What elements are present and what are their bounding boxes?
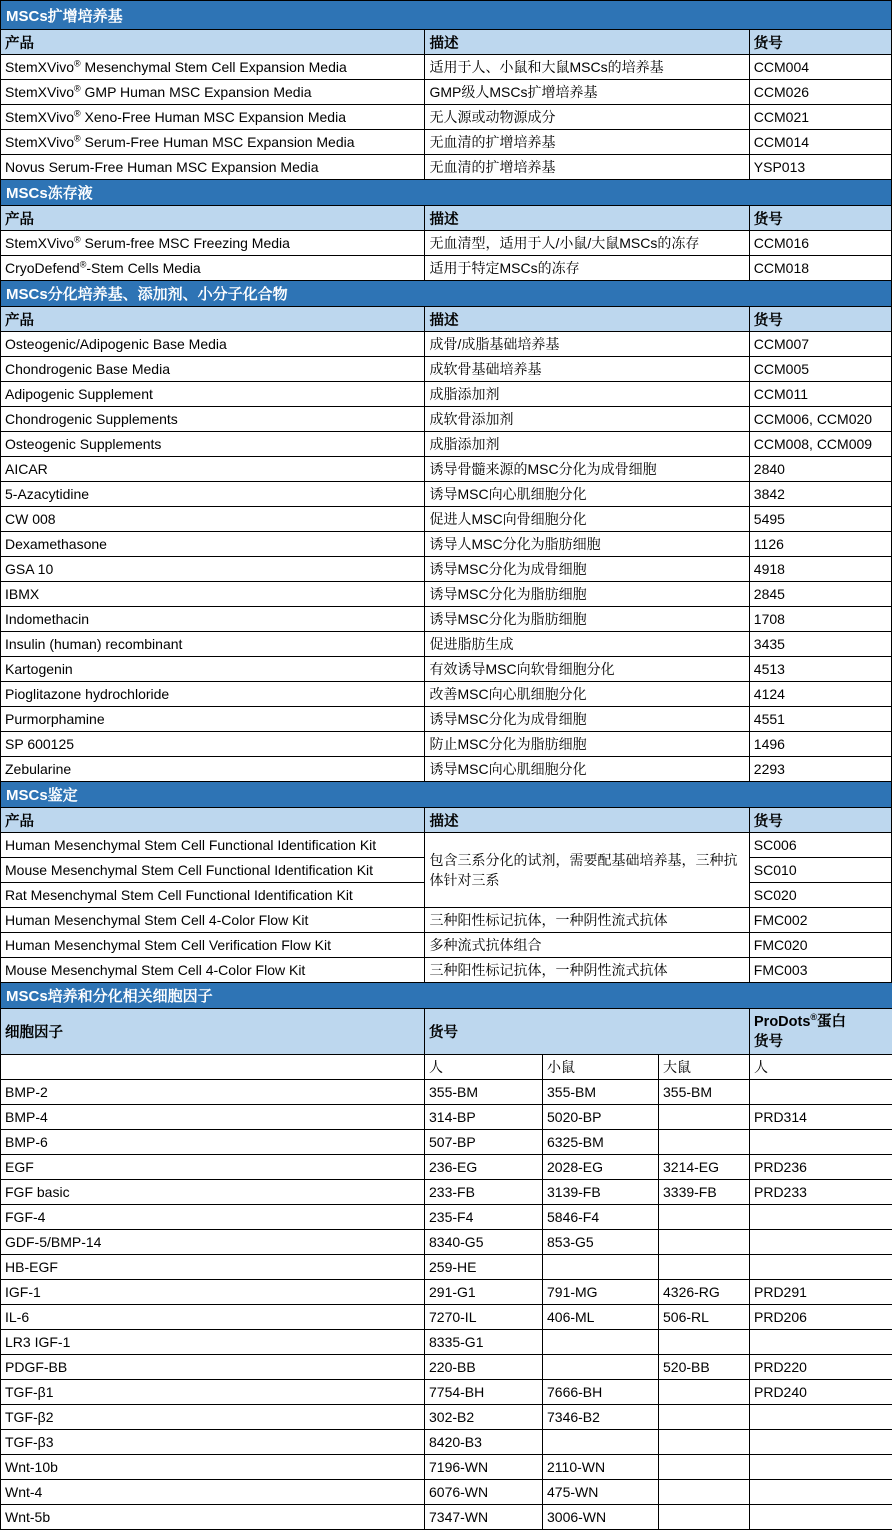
table-row: [1, 1255, 892, 1280]
catalog-cell: 406-ML: [543, 1305, 659, 1330]
prodots-col-header: [750, 1009, 892, 1055]
product-cell: Human Mesenchymal Stem Cell Verification Flow Kit: [1, 933, 425, 958]
catalog-cell: 8335-G1: [425, 1330, 543, 1355]
description-cell: 诱导MSC分化为脂肪细胞: [425, 607, 749, 632]
catalog-cell: PRD206: [750, 1305, 892, 1330]
catalog-cell: PRD233: [750, 1180, 892, 1205]
description-cell: 适用于特定MSCs的冻存: [425, 256, 749, 281]
description-cell: 诱导人MSC分化为脂肪细胞: [425, 532, 749, 557]
catalog-cell: [659, 1380, 750, 1405]
cytokine-cell: BMP-2: [1, 1080, 425, 1105]
table-row: [1, 1230, 892, 1255]
description-cell: 有效诱导MSC向软骨细胞分化: [425, 657, 749, 682]
table-row: [1, 382, 892, 407]
empty-cell: [1, 1055, 425, 1080]
catalog-cell: 235-F4: [425, 1205, 543, 1230]
product-cell: Insulin (human) recombinant: [1, 632, 425, 657]
catalog-cell: 8340-G5: [425, 1230, 543, 1255]
catalog-cell: CCM014: [749, 130, 891, 155]
catalog-cell: 4918: [749, 557, 891, 582]
table-row: [1, 1405, 892, 1430]
catalog-cell: CCM007: [749, 332, 891, 357]
description-cell: 无血清的扩增培养基: [425, 130, 749, 155]
section-title: MSCs鉴定: [1, 782, 892, 808]
table-row: [1, 256, 892, 281]
catalog-cell: 4513: [749, 657, 891, 682]
description-cell: 诱导MSC分化为成骨细胞: [425, 557, 749, 582]
species-header: 小鼠: [543, 1055, 659, 1080]
catalog-cell: [750, 1505, 892, 1530]
cytokine-cell: FGF basic: [1, 1180, 425, 1205]
cytokine-cell: Wnt-4: [1, 1480, 425, 1505]
catalog-cell: [750, 1480, 892, 1505]
table-row: [1, 1280, 892, 1305]
section-title: MSCs冻存液: [1, 180, 892, 206]
catalog-cell: 291-G1: [425, 1280, 543, 1305]
cytokine-cell: PDGF-BB: [1, 1355, 425, 1380]
cytokine-cell: Wnt-10b: [1, 1455, 425, 1480]
catalog-cell: 3339-FB: [659, 1180, 750, 1205]
catalog-col-header: 货号: [749, 206, 891, 231]
catalog-cell: [543, 1255, 659, 1280]
catalog-cell: 2840: [749, 457, 891, 482]
cytokine-cell: HB-EGF: [1, 1255, 425, 1280]
catalog-cell: 5020-BP: [543, 1105, 659, 1130]
catalog-cell: CCM006, CCM020: [749, 407, 891, 432]
product-cell: Human Mesenchymal Stem Cell 4-Color Flow Kit: [1, 908, 425, 933]
catalog-cell: 314-BP: [425, 1105, 543, 1130]
product-cell: CW 008: [1, 507, 425, 532]
section-table-differentiation: [0, 280, 892, 782]
catalog-cell: [659, 1430, 750, 1455]
species-header: 人: [425, 1055, 543, 1080]
product-cell: Pioglitazone hydrochloride: [1, 682, 425, 707]
catalog-cell: [750, 1255, 892, 1280]
table-row: [1, 357, 892, 382]
catalog-cell: 8420-B3: [425, 1430, 543, 1455]
description-cell: 三种阳性标记抗体，一种阴性流式抗体: [425, 908, 749, 933]
section-title: MSCs扩增培养基: [1, 1, 892, 30]
table-row: [1, 1305, 892, 1330]
table-row: [1, 958, 892, 983]
catalog-cell: [750, 1330, 892, 1355]
catalog-cell: [659, 1480, 750, 1505]
catalog-cell: FMC003: [749, 958, 891, 983]
cytokine-cell: IL-6: [1, 1305, 425, 1330]
table-row: [1, 231, 892, 256]
catalog-cell: 302-B2: [425, 1405, 543, 1430]
product-cell: Chondrogenic Base Media: [1, 357, 425, 382]
catalog-cell: 7754-BH: [425, 1380, 543, 1405]
description-cell: 诱导MSC向心肌细胞分化: [425, 482, 749, 507]
description-col-header: 描述: [425, 808, 749, 833]
description-cell: 无人源或动物源成分: [425, 105, 749, 130]
catalog-cell: CCM018: [749, 256, 891, 281]
product-cell: Rat Mesenchymal Stem Cell Functional Identification Kit: [1, 883, 425, 908]
catalog-cell: 2028-EG: [543, 1155, 659, 1180]
catalog-cell: [543, 1355, 659, 1380]
catalog-cell: 355-BM: [659, 1080, 750, 1105]
section-title: MSCs分化培养基、添加剂、小分子化合物: [1, 281, 892, 307]
product-cell: Mouse Mesenchymal Stem Cell Functional Identification Kit: [1, 858, 425, 883]
product-cell: Zebularine: [1, 757, 425, 782]
table-row: [1, 105, 892, 130]
catalog-cell: SC010: [749, 858, 891, 883]
product-col-header: 产品: [1, 307, 425, 332]
catalog-cell: 355-BM: [425, 1080, 543, 1105]
catalog-cell: CCM021: [749, 105, 891, 130]
cytokine-col-header: 细胞因子: [1, 1009, 425, 1055]
product-cell: StemXVivo® Serum-Free Human MSC Expansion Media: [1, 130, 425, 155]
catalog-cell: PRD236: [750, 1155, 892, 1180]
section-table-expansion-media: [0, 0, 892, 180]
catalog-cell: 3842: [749, 482, 891, 507]
table-row: [1, 80, 892, 105]
catalog-cell: 5495: [749, 507, 891, 532]
catalog-cell: [659, 1505, 750, 1530]
description-cell: 促进人MSC向骨细胞分化: [425, 507, 749, 532]
product-col-header: 产品: [1, 30, 425, 55]
table-row: [1, 1330, 892, 1355]
catalog-cell: 233-FB: [425, 1180, 543, 1205]
description-cell: 适用于人、小鼠和大鼠MSCs的培养基: [425, 55, 749, 80]
table-row: [1, 607, 892, 632]
catalog-cell: [659, 1455, 750, 1480]
catalog-cell: 5846-F4: [543, 1205, 659, 1230]
catalog-cell: 4551: [749, 707, 891, 732]
catalog-cell: YSP013: [749, 155, 891, 180]
description-cell-merged: 包含三系分化的试剂，需要配基础培养基，三种抗体针对三系: [425, 833, 749, 908]
species-header: 人: [750, 1055, 892, 1080]
description-cell: 成软骨添加剂: [425, 407, 749, 432]
description-cell: 成骨/成脂基础培养基: [425, 332, 749, 357]
catalog-cell: PRD240: [750, 1380, 892, 1405]
catalog-cell: [750, 1430, 892, 1455]
product-cell: StemXVivo® Xeno-Free Human MSC Expansion Media: [1, 105, 425, 130]
table-row: [1, 632, 892, 657]
table-row: [1, 332, 892, 357]
catalog-cell: [659, 1255, 750, 1280]
catalog-cell: 1126: [749, 532, 891, 557]
catalog-cell: 7346-B2: [543, 1405, 659, 1430]
catalog-cell: [750, 1205, 892, 1230]
description-cell: 诱导MSC向心肌细胞分化: [425, 757, 749, 782]
table-row: [1, 908, 892, 933]
table-row: [1, 457, 892, 482]
catalog-cell: 3139-FB: [543, 1180, 659, 1205]
catalog-cell: 236-EG: [425, 1155, 543, 1180]
table-row: [1, 732, 892, 757]
cytokine-cell: EGF: [1, 1155, 425, 1180]
table-row: [1, 1130, 892, 1155]
catalog-cell: 355-BM: [543, 1080, 659, 1105]
table-row: [1, 1205, 892, 1230]
catalog-cell: [659, 1230, 750, 1255]
catalog-cell: [659, 1105, 750, 1130]
catalog-cell: [543, 1330, 659, 1355]
table-row: [1, 1380, 892, 1405]
table-row: [1, 1080, 892, 1105]
catalog-cell: [750, 1405, 892, 1430]
table-row: [1, 1455, 892, 1480]
catalog-cell: CCM016: [749, 231, 891, 256]
catalog-cell: 3214-EG: [659, 1155, 750, 1180]
catalog-cell: [750, 1455, 892, 1480]
table-row: [1, 1430, 892, 1455]
prodots-header-line2: 货号: [754, 1033, 783, 1050]
product-cell: CryoDefend®-Stem Cells Media: [1, 256, 425, 281]
catalog-cell: 3435: [749, 632, 891, 657]
cytokine-cell: LR3 IGF-1: [1, 1330, 425, 1355]
catalog-cell: PRD291: [750, 1280, 892, 1305]
section-title: MSCs培养和分化相关细胞因子: [1, 983, 892, 1009]
description-cell: 三种阳性标记抗体，一种阴性流式抗体: [425, 958, 749, 983]
description-col-header: 描述: [425, 307, 749, 332]
description-cell: 诱导MSC分化为成骨细胞: [425, 707, 749, 732]
table-row: [1, 155, 892, 180]
cytokine-cell: IGF-1: [1, 1280, 425, 1305]
catalog-cell: 4124: [749, 682, 891, 707]
product-cell: StemXVivo® Mesenchymal Stem Cell Expansion Media: [1, 55, 425, 80]
product-col-header: 产品: [1, 808, 425, 833]
catalog-col-header: 货号: [425, 1009, 750, 1055]
catalog-cell: 507-BP: [425, 1130, 543, 1155]
product-cell: Dexamethasone: [1, 532, 425, 557]
catalog-cell: 791-MG: [543, 1280, 659, 1305]
product-cell: Chondrogenic Supplements: [1, 407, 425, 432]
product-cell: Osteogenic Supplements: [1, 432, 425, 457]
catalog-cell: 1708: [749, 607, 891, 632]
table-row: [1, 1105, 892, 1130]
cytokine-cell: TGF-β1: [1, 1380, 425, 1405]
cytokine-cell: BMP-4: [1, 1105, 425, 1130]
catalog-cell: 475-WN: [543, 1480, 659, 1505]
description-cell: 促进脂肪生成: [425, 632, 749, 657]
catalog-cell: 3006-WN: [543, 1505, 659, 1530]
description-cell: 防止MSC分化为脂肪细胞: [425, 732, 749, 757]
table-row: [1, 933, 892, 958]
table-row: [1, 432, 892, 457]
description-cell: GMP级人MSCs扩增培养基: [425, 80, 749, 105]
product-cell: GSA 10: [1, 557, 425, 582]
table-row: [1, 532, 892, 557]
catalog-cell: [543, 1430, 659, 1455]
catalog-cell: FMC002: [749, 908, 891, 933]
catalog-cell: 6076-WN: [425, 1480, 543, 1505]
catalog-cell: 4326-RG: [659, 1280, 750, 1305]
description-cell: 成软骨基础培养基: [425, 357, 749, 382]
description-col-header: 描述: [425, 206, 749, 231]
catalog-cell: PRD220: [750, 1355, 892, 1380]
product-col-header: 产品: [1, 206, 425, 231]
product-cell: Human Mesenchymal Stem Cell Functional Identification Kit: [1, 833, 425, 858]
section-table-freezing-media: [0, 179, 892, 281]
table-row: [1, 833, 892, 858]
section-table-cytokines: [0, 982, 892, 1530]
table-row: [1, 55, 892, 80]
catalog-cell: FMC020: [749, 933, 891, 958]
table-row: [1, 707, 892, 732]
product-cell: IBMX: [1, 582, 425, 607]
product-cell: StemXVivo® GMP Human MSC Expansion Media: [1, 80, 425, 105]
product-cell: 5-Azacytidine: [1, 482, 425, 507]
catalog-cell: CCM011: [749, 382, 891, 407]
product-cell: Adipogenic Supplement: [1, 382, 425, 407]
catalog-cell: 7270-IL: [425, 1305, 543, 1330]
description-cell: 多种流式抗体组合: [425, 933, 749, 958]
product-cell: Osteogenic/Adipogenic Base Media: [1, 332, 425, 357]
table-row: [1, 507, 892, 532]
catalog-cell: 2845: [749, 582, 891, 607]
catalog-cell: [659, 1405, 750, 1430]
table-row: [1, 657, 892, 682]
description-cell: 成脂添加剂: [425, 432, 749, 457]
table-row: [1, 1505, 892, 1530]
catalog-cell: 6325-BM: [543, 1130, 659, 1155]
cytokine-cell: TGF-β3: [1, 1430, 425, 1455]
catalog-cell: 2110-WN: [543, 1455, 659, 1480]
product-cell: AICAR: [1, 457, 425, 482]
cytokine-cell: GDF-5/BMP-14: [1, 1230, 425, 1255]
product-cell: StemXVivo® Serum-free MSC Freezing Media: [1, 231, 425, 256]
table-row: [1, 1155, 892, 1180]
catalog-cell: [659, 1205, 750, 1230]
catalog-cell: [659, 1130, 750, 1155]
product-cell: Purmorphamine: [1, 707, 425, 732]
catalog-cell: CCM004: [749, 55, 891, 80]
catalog-col-header: 货号: [749, 808, 891, 833]
catalog-cell: CCM026: [749, 80, 891, 105]
catalog-cell: 1496: [749, 732, 891, 757]
catalog-cell: 520-BB: [659, 1355, 750, 1380]
product-cell: Mouse Mesenchymal Stem Cell 4-Color Flow Kit: [1, 958, 425, 983]
product-cell: Novus Serum-Free Human MSC Expansion Media: [1, 155, 425, 180]
catalog-cell: CCM005: [749, 357, 891, 382]
catalog-cell: 7347-WN: [425, 1505, 543, 1530]
table-row: [1, 682, 892, 707]
description-cell: 成脂添加剂: [425, 382, 749, 407]
table-row: [1, 1355, 892, 1380]
cytokine-cell: FGF-4: [1, 1205, 425, 1230]
table-row: [1, 1480, 892, 1505]
prodots-header-line1: ProDots®蛋白: [754, 1011, 847, 1030]
description-cell: 无血清型，适用于人/小鼠/大鼠MSCs的冻存: [425, 231, 749, 256]
section-table-identification: [0, 781, 892, 983]
catalog-cell: 853-G5: [543, 1230, 659, 1255]
species-header: 大鼠: [659, 1055, 750, 1080]
catalog-cell: [750, 1080, 892, 1105]
catalog-col-header: 货号: [749, 30, 891, 55]
catalog-cell: 7196-WN: [425, 1455, 543, 1480]
table-row: [1, 130, 892, 155]
catalog-cell: SC020: [749, 883, 891, 908]
table-row: [1, 757, 892, 782]
product-cell: Indomethacin: [1, 607, 425, 632]
cytokine-cell: TGF-β2: [1, 1405, 425, 1430]
catalog-cell: 2293: [749, 757, 891, 782]
product-cell: Kartogenin: [1, 657, 425, 682]
catalog-cell: [659, 1330, 750, 1355]
description-cell: 诱导骨髓来源的MSC分化为成骨细胞: [425, 457, 749, 482]
description-cell: 改善MSC向心肌细胞分化: [425, 682, 749, 707]
cytokine-cell: BMP-6: [1, 1130, 425, 1155]
catalog-cell: SC006: [749, 833, 891, 858]
catalog-cell: PRD314: [750, 1105, 892, 1130]
description-cell: 无血清的扩增培养基: [425, 155, 749, 180]
table-row: [1, 407, 892, 432]
catalog-cell: 259-HE: [425, 1255, 543, 1280]
catalog-cell: [750, 1130, 892, 1155]
description-cell: 诱导MSC分化为脂肪细胞: [425, 582, 749, 607]
catalog-cell: 220-BB: [425, 1355, 543, 1380]
table-row: [1, 1180, 892, 1205]
catalog-cell: 7666-BH: [543, 1380, 659, 1405]
table-row: [1, 482, 892, 507]
catalog-cell: 506-RL: [659, 1305, 750, 1330]
catalog-cell: CCM008, CCM009: [749, 432, 891, 457]
cytokine-cell: Wnt-5b: [1, 1505, 425, 1530]
description-col-header: 描述: [425, 30, 749, 55]
catalog-cell: [750, 1230, 892, 1255]
table-row: [1, 557, 892, 582]
table-row: [1, 582, 892, 607]
catalog-col-header: 货号: [749, 307, 891, 332]
product-cell: SP 600125: [1, 732, 425, 757]
